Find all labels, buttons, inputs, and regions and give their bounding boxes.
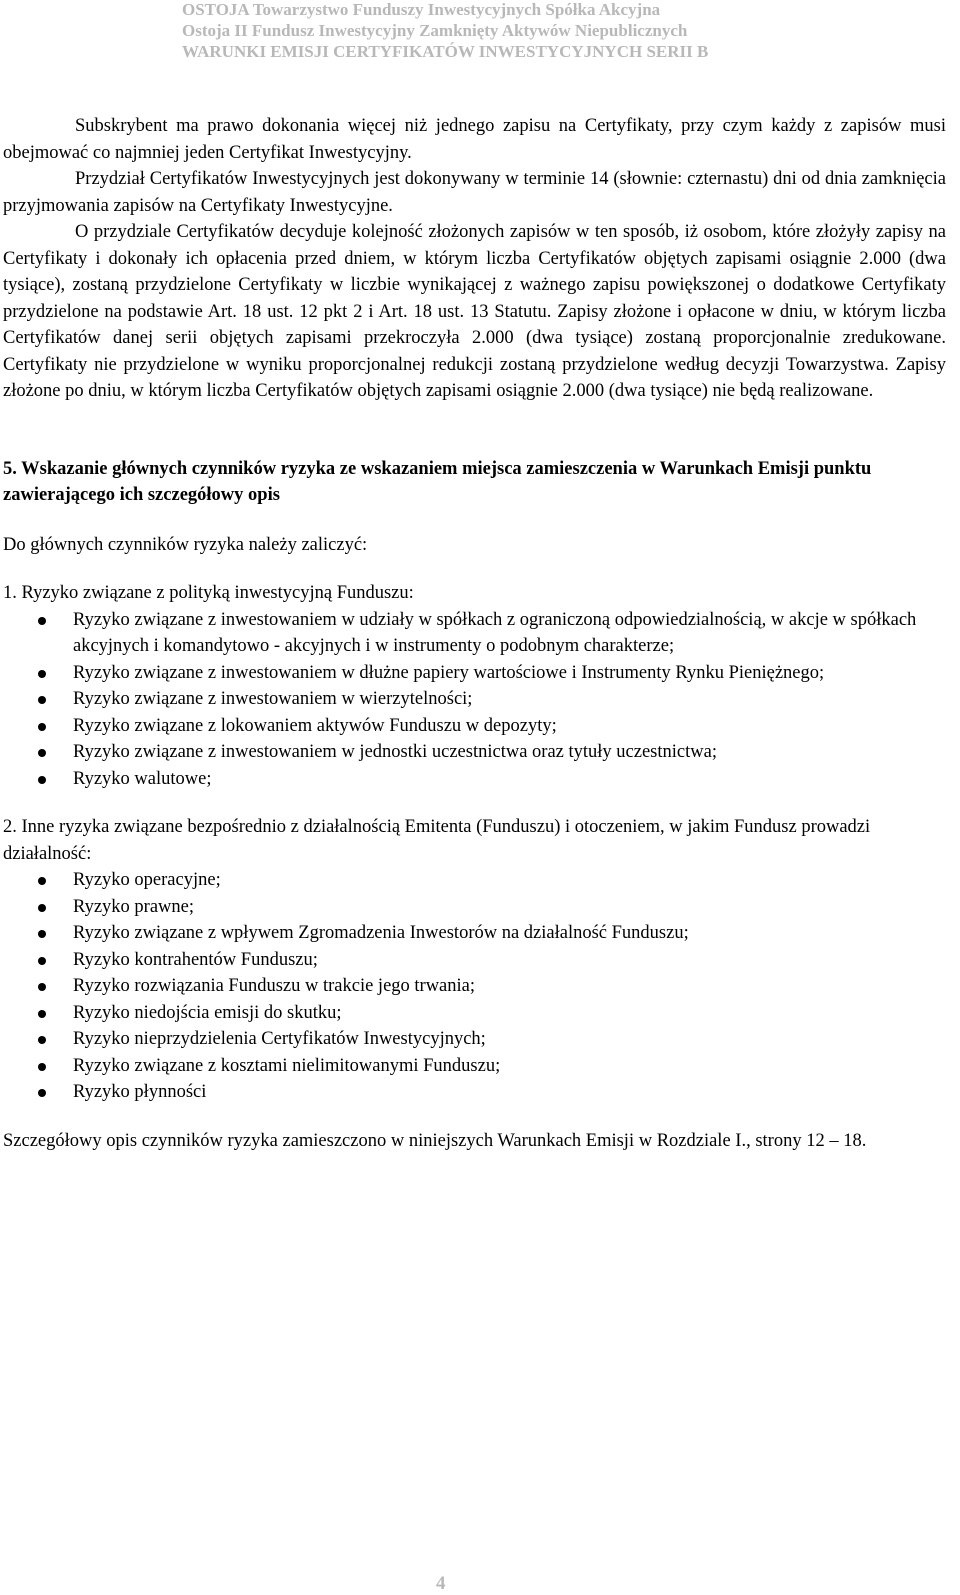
- list-item-text: Ryzyko rozwiązania Funduszu w trakcie jego trwania;: [73, 976, 476, 996]
- list-item-text: Ryzyko prawne;: [73, 896, 195, 917]
- list-item-text: Ryzyko kontrahentów Funduszu;: [73, 949, 318, 970]
- risk-group-1-list: [3, 607, 946, 793]
- list-item: [3, 920, 946, 947]
- bullet-icon: [38, 617, 46, 625]
- list-item: [3, 607, 946, 660]
- document-body: [3, 113, 946, 1154]
- list-item-text: Ryzyko walutowe;: [73, 768, 212, 789]
- risk-group-1-title: 1. Ryzyko związane z polityką inwestycyjną Funduszu:: [3, 583, 414, 603]
- list-item-text: Ryzyko nieprzydzielenia Certyfikatów Inwestycyjnych;: [73, 1029, 486, 1049]
- list-item-text: Ryzyko związane z wpływem Zgromadzenia Inwestorów na działalność Funduszu;: [73, 923, 689, 943]
- bullet-icon: [38, 930, 46, 938]
- list-item-text: Ryzyko płynności: [73, 1082, 207, 1102]
- list-item-text: Ryzyko związane z inwestowaniem w wierzytelności;: [73, 689, 473, 709]
- list-item-text: Ryzyko niedojścia emisji do skutku;: [73, 1002, 342, 1023]
- header-fund-name: Ostoja II Fundusz Inwestycyjny Zamknięty Aktywów Niepublicznych: [182, 21, 688, 40]
- paragraph-allotment-rules: O przydziale Certyfikatów decyduje kolejność złożonych zapisów w ten sposób, iż osobom, które złożyły zapisy na Certyfikaty i dokonały ich opłacenia przed dniem, w którym liczba Certyfikatów objętych zapisami osiągnie 2.000 (dwa tysiące), zostaną przydzielone Certyfikaty w liczbie wynikającej z ważnego zapisu powiększonej o dodatkowe Certyfikaty przydzielone na podstawie Art. 18 ust. 12 pkt 2 i Art. 18 ust. 13 Statutu. Zapisy złożone i opłacone w dniu, w którym liczba Certyfikatów danej serii objętych zapisami przekroczyła 2.000 (dwa tysiące) zostaną proporcjonalnie zredukowane. Certyfikaty nie przydzielone w wyniku proporcjonalnej redukcji zostaną przydzielone według decyzji Towarzystwa. Zapisy złożone po dniu, w którym liczba Certyfikatów objętych zapisami osiągnie 2.000 (dwa tysiące) nie będą realizowane.: [3, 222, 946, 401]
- bullet-icon: [38, 696, 46, 704]
- paragraph-subscriber-rights: Subskrybent ma prawo dokonania więcej niż jednego zapisu na Certyfikaty, przy czym każdy z zapisów musi obejmować co najmniej jeden Certyfikat Inwestycyjny.: [3, 116, 946, 163]
- risk-intro: Do głównych czynników ryzyka należy zaliczyć:: [3, 534, 368, 555]
- list-item: [3, 766, 946, 793]
- risk-group-2-list: [3, 867, 946, 1106]
- list-item: [3, 947, 946, 974]
- list-item-text: Ryzyko związane z lokowaniem aktywów Funduszu w depozyty;: [73, 715, 557, 736]
- bullet-icon: [38, 776, 46, 784]
- list-item: [3, 1000, 946, 1027]
- bullet-icon: [38, 1063, 46, 1071]
- risk-group-2-title: 2. Inne ryzyka związane bezpośrednio z działalnością Emitenta (Funduszu) i otoczeniem, w jakim Fundusz prowadzi działalność:: [3, 817, 871, 864]
- header-document-title: WARUNKI EMISJI CERTYFIKATÓW INWESTYCYJNYCH SERII B: [182, 42, 709, 61]
- bullet-icon: [38, 983, 46, 991]
- bullet-icon: [38, 1089, 46, 1097]
- list-item: [3, 660, 946, 687]
- list-item: [3, 686, 946, 713]
- list-item: [3, 894, 946, 921]
- list-item-text: Ryzyko związane z inwestowaniem w jednostki uczestnictwa oraz tytuły uczestnictwa;: [73, 742, 717, 762]
- list-item: [3, 713, 946, 740]
- bullet-icon: [38, 670, 46, 678]
- bullet-icon: [38, 877, 46, 885]
- list-item-text: Ryzyko związane z inwestowaniem w udziały w spółkach z ograniczoną odpowiedzialnością, w akcje w spółkach akcyjnych i komandytowo - akcyjnych i w instrumenty o podobnym charakterze;: [73, 609, 917, 656]
- bullet-icon: [38, 1036, 46, 1044]
- bullet-icon: [38, 749, 46, 757]
- bullet-icon: [38, 957, 46, 965]
- bullet-icon: [38, 904, 46, 912]
- risk-details-reference: Szczegółowy opis czynników ryzyka zamieszczono w niniejszych Warunkach Emisji w Rozdziale I., strony 12 – 18.: [3, 1130, 867, 1151]
- list-item-text: Ryzyko związane z inwestowaniem w dłużne papiery wartościowe i Instrumenty Rynku Pieniężnego;: [73, 662, 825, 683]
- bullet-icon: [38, 723, 46, 731]
- list-item: [3, 739, 946, 766]
- bullet-icon: [38, 1010, 46, 1018]
- section-5-heading: 5. Wskazanie głównych czynników ryzyka ze wskazaniem miejsca zamieszczenia w Warunkach Emisji punktu zawierającego ich szczegółowy opis: [3, 458, 872, 505]
- list-item: [3, 973, 946, 1000]
- list-item-text: Ryzyko operacyjne;: [73, 870, 221, 890]
- list-item: [3, 1079, 946, 1106]
- list-item: [3, 1026, 946, 1053]
- list-item: [3, 867, 946, 894]
- paragraph-allotment-term: Przydział Certyfikatów Inwestycyjnych jest dokonywany w terminie 14 (słownie: czternastu) dni od dnia zamknięcia przyjmowania zapisów na Certyfikaty Inwestycyjne.: [3, 169, 946, 216]
- page-header: [0, 0, 960, 70]
- list-item-text: Ryzyko związane z kosztami nielimitowanymi Funduszu;: [73, 1055, 501, 1076]
- page-number: 4: [436, 1573, 446, 1594]
- list-item: [3, 1053, 946, 1080]
- header-company-name: OSTOJA Towarzystwo Funduszy Inwestycyjnych Spółka Akcyjna: [182, 0, 661, 19]
